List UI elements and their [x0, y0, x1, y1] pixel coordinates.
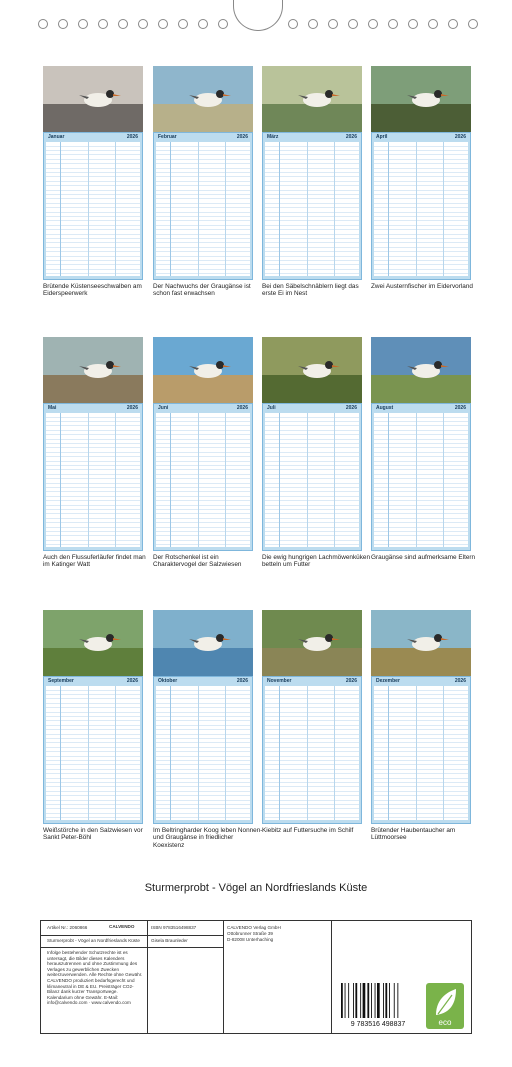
month-caption: Im Beltringharder Koog leben Nonnen- und Graugänse in friedlicher Koexistenz: [153, 827, 263, 849]
month-name: Oktober: [158, 678, 178, 684]
month-year: 2026: [345, 134, 357, 140]
month-table: [262, 132, 362, 280]
month-name: März: [267, 134, 279, 140]
month-name: August: [376, 405, 394, 411]
month-year: 2026: [236, 405, 248, 411]
month-caption: Graugänse sind aufmerksame Eltern: [371, 554, 476, 561]
month-caption: Weißstörche in den Salzwiesen vor Sankt Peter-Böhl: [43, 827, 143, 842]
month-name: September: [48, 678, 74, 684]
day-columns: [156, 142, 250, 276]
month-year: 2026: [454, 134, 466, 140]
bird-photo: [43, 66, 143, 132]
month-year: 2026: [345, 405, 357, 411]
month-table: [43, 403, 143, 551]
month-caption: Bei den Säbelschnäblern liegt das erste Ei im Nest: [262, 283, 359, 298]
publisher-name: CALVENDO Verlag GmbH: [227, 925, 281, 930]
month-caption: Brütende Küstenseeschwalben am Eiderspeerwerk: [43, 283, 142, 298]
month-caption: Der Nachwuchs der Graugänse ist schon fast erwachsen: [153, 283, 251, 298]
month-table: [262, 676, 362, 824]
month-table: [153, 676, 253, 824]
publisher-street: Ottobrunner Straße 39: [227, 931, 273, 936]
barcode-number: 9 783516 498837: [350, 1021, 406, 1027]
bird-photo: [262, 337, 362, 403]
month-table: [371, 132, 471, 280]
day-columns: [265, 686, 359, 820]
month-caption: Kiebitz auf Futtersuche im Schilf: [262, 827, 354, 834]
bird-photo: [262, 610, 362, 676]
legal-notice: Infolge bestehender Schutzrechte ist es untersagt, die Bilder dieses Kalenders herauszutrennen und ohne Zustimmung des Verlages zu gewerblichen Zwecken weiterzuverwenden. Alle Rechte ohne Gewähr. CALVENDO produziert bedarfsgerecht und klimaneutral in DE & EU. Preisträger CO2-Bilanz dank kurzer Transportwege. Kalendarium ohne Gewähr. E-Mail: info@calvendo.com · www.calvendo.com: [47, 950, 143, 1006]
month-year: 2026: [126, 405, 138, 411]
calvendo-logo: CALVENDO: [109, 924, 135, 929]
day-columns: [265, 413, 359, 547]
month-table: [43, 676, 143, 824]
eco-label: eco: [438, 1018, 452, 1027]
month-name: Mai: [48, 405, 57, 411]
bird-photo: [43, 337, 143, 403]
day-columns: [156, 413, 250, 547]
month-caption: Zwei Austernfischer im Eidervorland: [371, 283, 473, 290]
publisher-city: D-82008 Unterhaching: [227, 937, 274, 942]
month-table: [371, 403, 471, 551]
month-name: April: [376, 134, 388, 140]
month-year: 2026: [345, 678, 357, 684]
month-table: [153, 403, 253, 551]
bird-photo: [153, 337, 253, 403]
bird-photo: [262, 66, 362, 132]
day-columns: [374, 686, 468, 820]
month-year: 2026: [454, 405, 466, 411]
calendar-title: Sturmerprobt - Vögel an Nordfrieslands Küste: [144, 882, 368, 894]
month-year: 2026: [236, 134, 248, 140]
month-name: Februar: [158, 134, 177, 140]
month-table: [371, 676, 471, 824]
day-columns: [265, 142, 359, 276]
month-name: Januar: [48, 134, 65, 140]
day-columns: [374, 413, 468, 547]
bird-photo: [153, 610, 253, 676]
day-columns: [46, 413, 140, 547]
day-columns: [374, 142, 468, 276]
day-columns: [156, 686, 250, 820]
month-name: November: [267, 678, 292, 684]
bird-photo: [371, 66, 471, 132]
month-name: Dezember: [376, 678, 400, 684]
bird-photo: [153, 66, 253, 132]
article-number: Artikel Nr.: 2060866: [47, 925, 88, 930]
month-caption: Der Rotschenkel ist ein Charaktervogel der Salzwiesen: [153, 554, 242, 569]
month-caption: Auch den Flussuferläufer findet man im Katinger Watt: [43, 554, 146, 569]
month-caption: Die ewig hungrigen Lachmöwenküken betteln um Futter: [262, 554, 370, 569]
bird-photo: [43, 610, 143, 676]
month-year: 2026: [454, 678, 466, 684]
month-year: 2026: [126, 678, 138, 684]
month-year: 2026: [236, 678, 248, 684]
month-year: 2026: [126, 134, 138, 140]
month-table: [43, 132, 143, 280]
imprint-box: [40, 920, 472, 1034]
month-table: [262, 403, 362, 551]
author: Gisela Braunleder: [151, 938, 188, 943]
leaf-icon: [426, 983, 464, 1029]
month-name: Juni: [158, 405, 169, 411]
barcode: [337, 983, 419, 1027]
month-name: Juli: [267, 405, 276, 411]
bird-photo: [371, 610, 471, 676]
day-columns: [46, 686, 140, 820]
product-line: Sturmerprobt - Vögel an Nordfrieslands Küste: [47, 938, 140, 943]
month-table: [153, 132, 253, 280]
bird-photo: [371, 337, 471, 403]
day-columns: [46, 142, 140, 276]
isbn: ISBN 9783516498837: [151, 925, 197, 930]
month-caption: Brütender Haubentaucher am Lüttmoorsee: [371, 827, 456, 842]
eco-badge: [426, 983, 464, 1029]
